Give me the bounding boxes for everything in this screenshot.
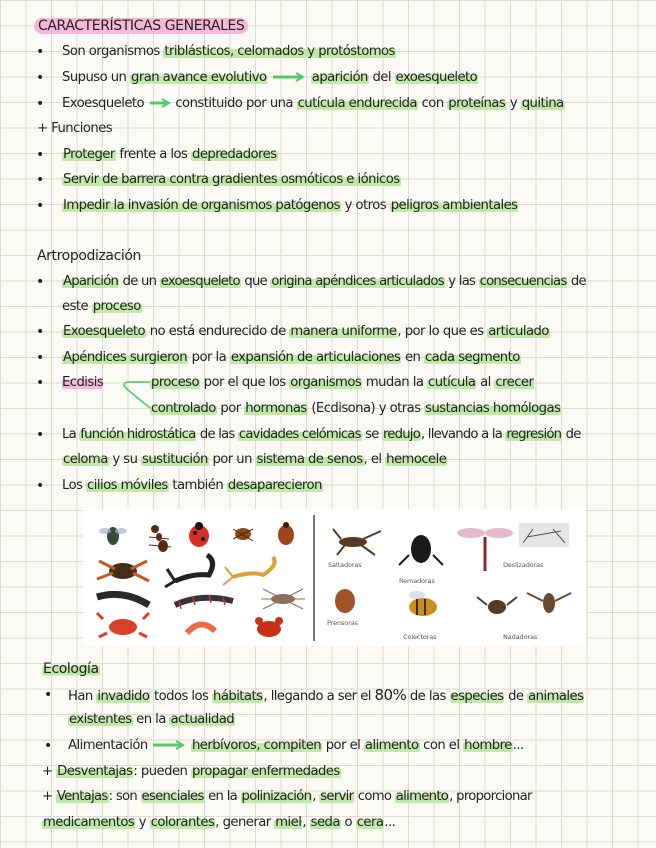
text-fragment: todos los [150,689,213,704]
highlighted-text: animales [528,689,584,704]
text-fragment: + [42,764,57,779]
text-fragment: o [340,815,356,830]
line-hidrostatica-cont [62,451,447,469]
highlighted-text: Ventajas [56,789,108,804]
highlighted-text: celoma [63,452,108,467]
millipede-icon [97,594,149,605]
text-fragment: por un [208,452,256,467]
highlighted-text: miel [275,815,302,830]
highlighted-text: hormonas [245,401,307,416]
highlighted-text: Desventajas [57,764,133,779]
caption-deslizadoras: Deslizadoras [503,561,544,569]
line-barrera [62,171,401,189]
highlighted-text: expansión de articulaciones [230,350,401,365]
text-fragment: ... [512,738,524,753]
text-fragment: de [567,274,586,289]
highlighted-text: sustitución [142,452,208,467]
bullet: • [36,172,45,188]
yellow-scorpion-icon [223,557,275,585]
section-title-caracteristicas [34,17,248,35]
caption-colectoras: Colectoras [403,633,437,641]
text-fragment: , llegando a ser el [263,689,375,704]
highlighted-text: organismos [290,375,362,390]
bullet: • [44,687,53,703]
text-fragment: Los [62,478,87,493]
line-invasion [62,197,518,215]
line-apendices [62,349,521,367]
highlighted-text: cera [356,815,384,830]
highlighted-text: función hidrostática [80,427,196,442]
bullet: • [36,274,45,290]
text-fragment: en la [204,789,241,804]
cricket-icon [333,529,381,555]
text-fragment: por [216,401,245,416]
line-organismos [62,43,396,61]
caption-saltadoras: Saltadoras [328,561,362,569]
text-fragment: Han [68,689,97,704]
bee-icon [409,591,437,616]
text-fragment: Exoesqueleto [62,96,145,111]
bullet: • [36,147,45,163]
highlighted-text: peligros ambientales [390,198,518,213]
highlighted-text: depredadores [192,147,277,162]
highlighted-text: proceso [151,375,200,390]
mantis-icon [335,589,355,613]
highlighted-text: Servir de barrera contra gradientes osmóticos e iónicos [63,172,400,187]
bullet: • [36,198,45,214]
text-fragment: y las [444,274,479,289]
text-fragment: Son organismos [62,44,164,59]
text-fragment: , [312,789,320,804]
text-fragment: por el [322,738,364,753]
text-fragment: , [302,815,310,830]
highlighted-text: proceso [92,299,141,314]
ecdisis-label [62,374,103,392]
highlighted-text: herbívoros, compiten [191,738,322,753]
text-fragment: , proporcionar [449,789,532,804]
highlighted-text: Aparición [63,274,119,289]
line-habitats [68,686,584,706]
highlighted-text: propagar enfermedades [191,764,340,779]
text-fragment: de las [406,689,450,704]
caption-remadoras: Remadoras [399,577,435,585]
section-title-artropodizacion: Artropodización [37,248,142,264]
text-fragment: al [476,375,495,390]
bullet: • [36,478,45,494]
bullet: • [36,350,45,366]
text-fragment: , llevando a la [420,427,506,442]
fly-icon [99,527,127,545]
crab-icon [97,613,149,637]
highlighted-text: hábitats [213,689,263,704]
highlighted-text: Apéndices surgieron [63,350,188,365]
arrow-right-icon [151,740,187,750]
caption-prensoras: Prensoras [327,619,358,627]
highlighted-text: alimento [395,789,449,804]
line-hidrostatica [62,426,581,444]
line-avance-evolutivo [62,69,478,87]
highlighted-text: cutícula endurecida [297,96,417,111]
bullet: • [44,738,53,754]
red-crab-icon [255,617,283,637]
highlighted-text: exoesqueleto [395,70,478,85]
text-fragment: este [62,299,92,314]
highlighted-text: regresión [506,427,562,442]
text-fragment: en [401,350,424,365]
bullet: • [36,427,45,443]
text-fragment: Alimentación [68,738,148,753]
text-fragment: constituido por una [175,96,297,111]
text-fragment: y [135,815,150,830]
centipede-icon [175,595,233,609]
highlighted-text: colorantes [150,815,215,830]
text-fragment: La [62,427,80,442]
text-fragment: : son [108,789,141,804]
highlighted-text: cada segmento [424,350,520,365]
text-fragment: que [240,274,271,289]
text-fragment: se [361,427,382,442]
ant-icon [149,525,171,552]
text-fragment: CARACTERÍSTICAS GENERALES [34,18,248,34]
arthropod-figure [83,509,586,646]
text-fragment: con [417,96,448,111]
highlighted-text: articulado [488,324,549,339]
highlighted-text: cutícula [428,375,476,390]
text-fragment: + [42,789,56,804]
bug-icon [278,522,294,545]
ladybug-icon [189,522,209,547]
bullet: • [36,70,45,86]
highlighted-text: desaparecieron [227,478,322,493]
highlighted-text: Exoesqueleto [63,324,146,339]
arrow-right-icon [148,98,172,108]
highlighted-text: consecuencias [479,274,567,289]
text-fragment: , generar [215,815,275,830]
highlighted-text: controlado [151,401,216,416]
text-fragment: no está endurecido de [146,324,290,339]
highlighted-text: hemocele [386,452,447,467]
text-fragment: mudan la [362,375,428,390]
highlighted-text: polinización [241,789,312,804]
funciones-heading: + Funciones [37,121,113,136]
text-fragment: con el [419,738,464,753]
text-fragment: 80% [374,686,407,704]
shrimp-icon [187,624,215,633]
highlighted-text: manera uniforme [290,324,397,339]
text-fragment: (Ecdisona) y otras [307,401,425,416]
text-fragment: también [168,478,227,493]
text-fragment: Supuso un [62,70,130,85]
highlighted-text: medicamentos [43,815,135,830]
highlighted-text: sustancias homólogas [425,401,561,416]
section-title-ecologia [42,660,100,678]
highlighted-text: cilios móviles [87,478,168,493]
text-fragment: , el [363,452,386,467]
highlighted-text: actualidad [170,712,235,727]
text-fragment: ... [384,815,396,830]
text-fragment: frente a los [115,147,192,162]
line-exoesqueleto [62,95,565,113]
highlighted-text: proteínas [448,96,506,111]
text-fragment: y [506,96,521,111]
highlighted-text: servir [320,789,354,804]
text-fragment: Ecdisis [62,375,104,390]
water-beetle-icon [399,535,443,565]
highlighted-text: cavidades celómicas [238,427,361,442]
text-fragment: por la [188,350,230,365]
highlighted-text: seda [310,815,340,830]
house-centipede-icon [261,589,305,609]
bullet: • [36,375,45,391]
highlighted-text: Ecología [43,661,99,677]
bullet: • [36,96,45,112]
bullet: • [36,44,45,60]
arrow-right-icon [271,72,307,82]
backswimmer-icon [527,593,571,613]
bullet: • [36,324,45,340]
swimming-bug-icon [477,597,517,614]
text-fragment: en la [132,712,170,727]
water-strider-icon [519,523,569,547]
highlighted-text: invadido [97,689,150,704]
highlighted-text: crecer [495,375,534,390]
line-aparicion [62,273,586,291]
text-fragment: y otros [340,198,390,213]
highlighted-text: aparición [311,70,368,85]
highlighted-text: gran avance evolutivo [131,70,267,85]
line-aparicion-cont [62,298,142,316]
text-fragment: de las [196,427,238,442]
highlighted-text: alimento [364,738,419,753]
beetle-icon [233,528,253,541]
line-no-uniforme [62,323,550,341]
highlighted-text: quitina [521,96,564,111]
text-fragment: : pueden [133,764,191,779]
line-ventajas [42,788,532,806]
text-fragment: y su [108,452,142,467]
caption-nadadoras: Nadadoras [503,633,538,641]
text-fragment: por el que los [200,375,290,390]
text-fragment: de [562,427,581,442]
text-fragment: como [354,789,395,804]
line-ecdisis-hormonas [150,400,561,418]
highlighted-text: sistema de senos [256,452,363,467]
line-proteger [62,146,278,164]
line-alimentacion [68,737,524,755]
highlighted-text: redujo [382,427,420,442]
text-fragment: , por lo que es [397,324,488,339]
line-ventajas-cont [42,814,395,832]
highlighted-text: exoesqueleto [160,274,240,289]
bracket-connector-icon [116,378,152,414]
highlighted-text: Proteger [63,147,115,162]
scorpion-icon [165,555,213,587]
highlighted-text: existentes [69,712,132,727]
tarantula-icon [97,561,149,581]
highlighted-text: hombre [464,738,512,753]
text-fragment: de un [119,274,160,289]
line-ecdisis-proceso [150,374,534,392]
text-fragment: del [368,70,395,85]
text-fragment: de [504,689,528,704]
line-cilios [62,477,323,495]
highlighted-text: origina apéndices articulados [271,274,444,289]
highlighted-text: Impedir la invasión de organismos patógenos [63,198,340,213]
highlighted-text: especies [450,689,504,704]
line-habitats-cont [68,711,235,729]
highlighted-text: triblásticos, celomados y protóstomos [164,44,395,59]
highlighted-text: esenciales [141,789,204,804]
line-desventajas [42,763,341,781]
